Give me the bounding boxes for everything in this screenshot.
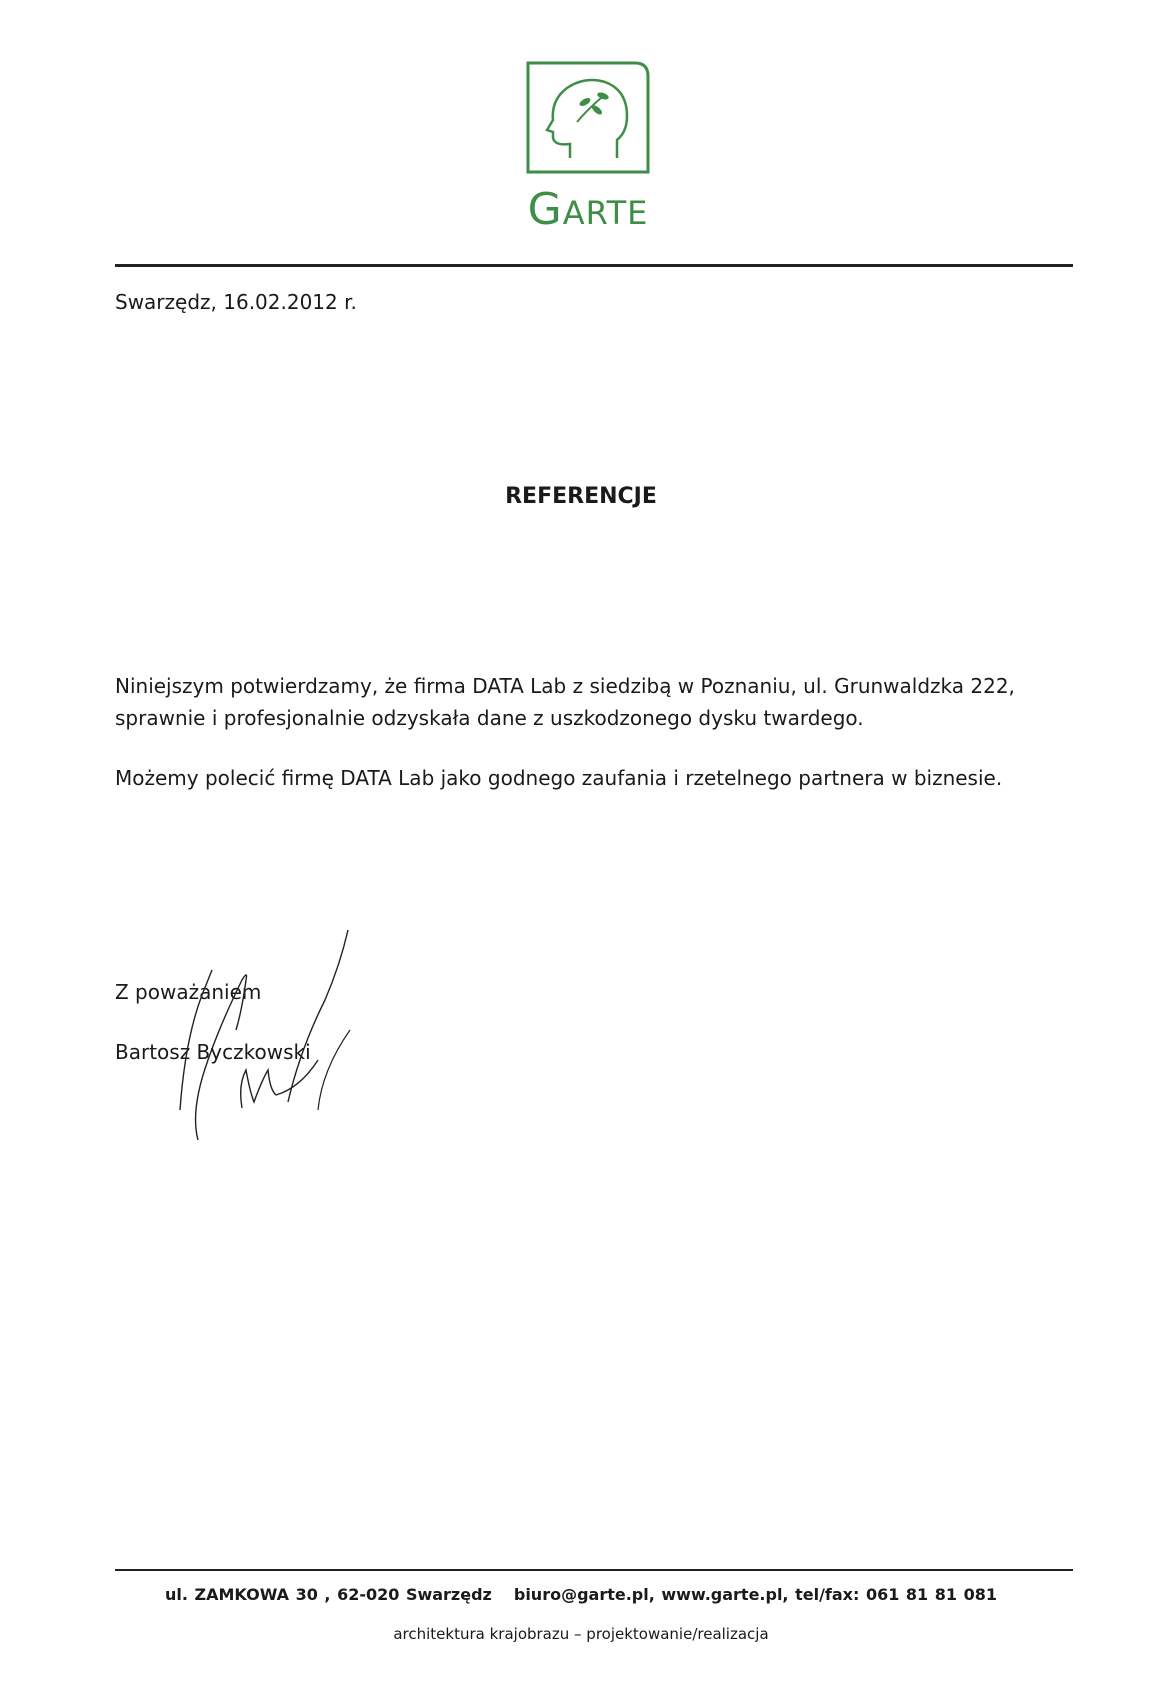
company-name: GARTE (527, 184, 649, 235)
footer-contact-line (0, 1585, 1162, 1604)
handwritten-signature (150, 920, 410, 1150)
footer-divider (115, 1569, 1073, 1571)
header-divider (115, 264, 1073, 267)
signer-name: Bartosz Byczkowski (115, 1040, 311, 1064)
body-paragraph-1: Niniejszym potwierdzamy, że firma DATA Lab z siedzibą w Poznaniu, ul. Grunwaldzka 222, sprawnie i profesjonalnie odzyskała dane z uszkodzonego dysku twardego. (115, 674, 1015, 730)
footer-address: ul. ZAMKOWA 30 , 62-020 Swarzędz (164, 1585, 492, 1604)
footer-contact: biuro@garte.pl, www.garte.pl, tel/fax: 061 81 81 081 (513, 1585, 997, 1604)
body-paragraph-2: Możemy polecić firmę DATA Lab jako godnego zaufania i rzetelnego partnera w biznesie. (115, 766, 1003, 790)
letter-title: REFERENCJE (505, 484, 657, 509)
date-line: Swarzędz, 16.02.2012 r. (115, 290, 357, 314)
closing-phrase: Z poważaniem (115, 980, 262, 1004)
footer-tagline: architektura krajobrazu – projektowanie/realizacja (393, 1625, 769, 1643)
head-with-leaves-icon (525, 60, 651, 175)
